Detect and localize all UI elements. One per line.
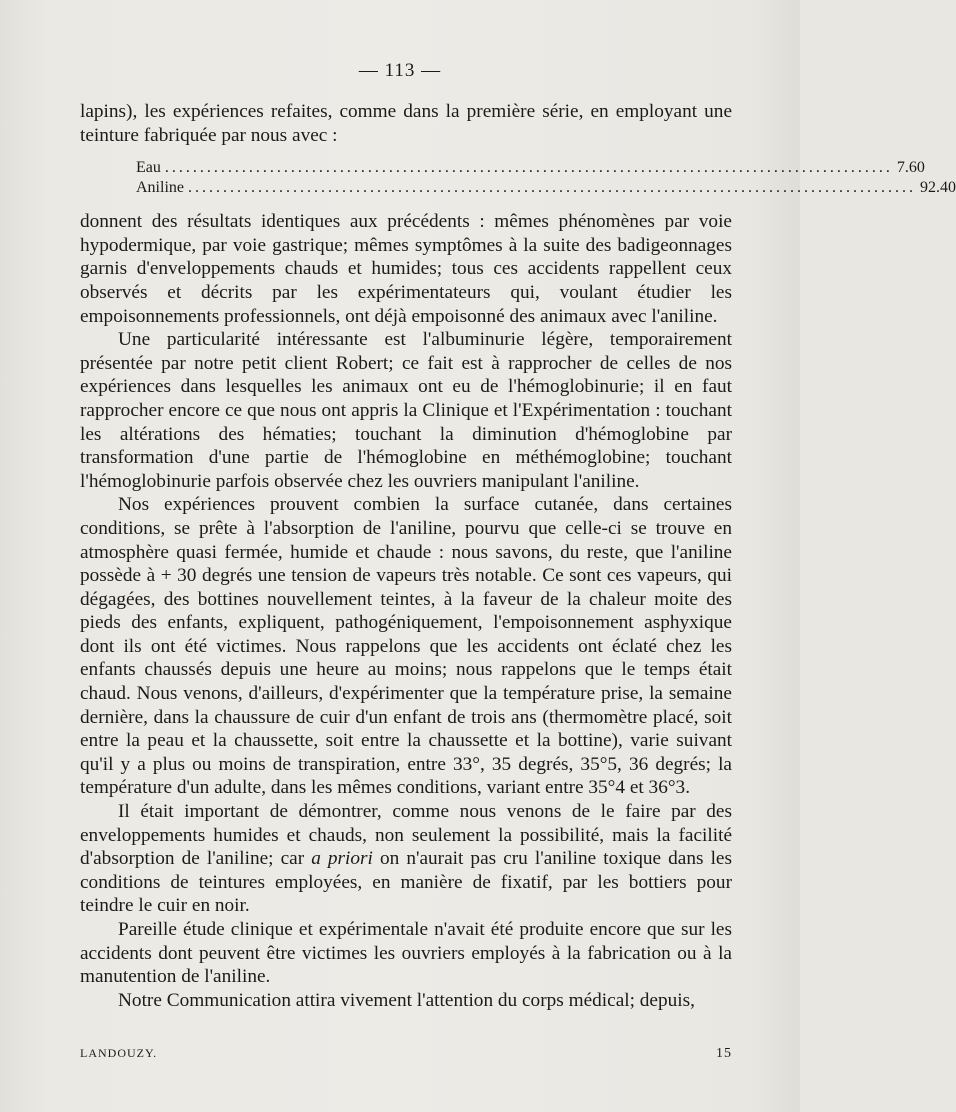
paragraph-intro: lapins), les expériences refaites, comme dans la première série, en employant une teinture fabriquée par nous avec : [80,101,732,146]
paragraph: Nos expériences prouvent combien la surface cutanée, dans certaines conditions, se prête à l'absorption de l'aniline, pourvu que celle-ci se trouve en atmosphère quasi fermée, humide et chaude : nous savons, du reste, que l'aniline possède à + 30 degrés une tension de vapeurs très notable. Ce sont ces vapeurs, qui dégagées, des bottines nouvellement teintes, à la faveur de la chaleur moite des pieds des enfants, expliquent, pathogéniquement, l'empoisonnement asphyxique dont ils ont été victimes. Nous rappelons que les accidents ont éclaté chez les enfants chaussés depuis une heure au moins; nous rappelons que le temps était chaud. Nous venons, d'ailleurs, d'expérimenter que la température prise, la semaine dernière, dans la chaussure de cuir d'un enfant de trois ans (thermomètre placé, soit entre la peau et la chaussette, soit entre la chaussette et la bottine), varie suivant qu'il y a plus ou moins de transpiration, entre 33°, 35 degrés, 35°5, 36 degrés; la température d'un adulte, dans les mêmes conditions, variant entre 35°4 et 36°3. [80,494,732,799]
ingredient-quantity: 7.60 [896,159,925,177]
paragraph: Pareille étude clinique et expérimentale n'avait été produite encore que sur les accidents dont peuvent être victimes les ouvriers employés à la fabrication ou à la manutention de l'aniline. [80,919,732,988]
recipe-row [136,158,925,178]
leader-dots: ........................................................................................................ [188,179,916,197]
recipe-row [136,178,956,198]
body-text [80,100,956,1012]
page-footer [80,1046,732,1062]
leader-dots: ........................................................................................................ [164,159,893,177]
paragraph: donnent des résultats identiques aux précédents : mêmes phénomènes par voie hypodermique, par voie gastrique; mêmes symptômes à la suite des badigeonnages garnis d'enveloppements chauds et humides; tous ces accidents rappellent ceux observés et décrits par les expérimentateurs qui, voulant étudier les empoisonnements professionnels, ont déjà empoisonné des animaux avec l'aniline. [80,211,732,327]
page-number: — 113 — [358,60,442,81]
paragraph: Notre Communication attira vivement l'attention du corps médical; depuis, [118,989,695,1011]
author-mark: LANDOUZY. [80,1046,158,1060]
ingredient-name: Eau [136,159,161,177]
recipe-list [136,158,956,198]
italic-phrase: a priori [311,848,373,870]
paragraph-text: Il était important de démontrer, comme nous venons de le faire par des enveloppements humides et chauds, non seulement la possibilité, mais la facilité d'absorption de l'aniline; car [80,801,732,870]
paragraph-text: on n'aurait pas cru l'aniline toxique dans les conditions de teintures employées, en manière de fixatif, par les bottiers pour teindre le cuir en noir. [80,848,732,917]
signature-mark: 15 [716,1046,732,1061]
paragraph [80,800,732,918]
paragraph: Une particularité intéressante est l'albuminurie légère, temporairement présentée par notre petit client Robert; ce fait est à rapprocher de celles de nos expériences dans lesquelles les animaux ont eu de l'hémoglobinurie; il en faut rapprocher encore ce que nous ont appris la Clinique et l'Expérimentation : touchant les altérations des hématies; touchant la diminution d'hémoglobine par transformation d'une partie de l'hémoglobine en méthémoglobine; touchant l'hémoglobinurie parfois observée chez les ouvriers manipulant l'aniline. [80,329,732,492]
ingredient-name: Aniline [136,179,184,197]
ingredient-quantity: 92.40 [920,179,956,197]
